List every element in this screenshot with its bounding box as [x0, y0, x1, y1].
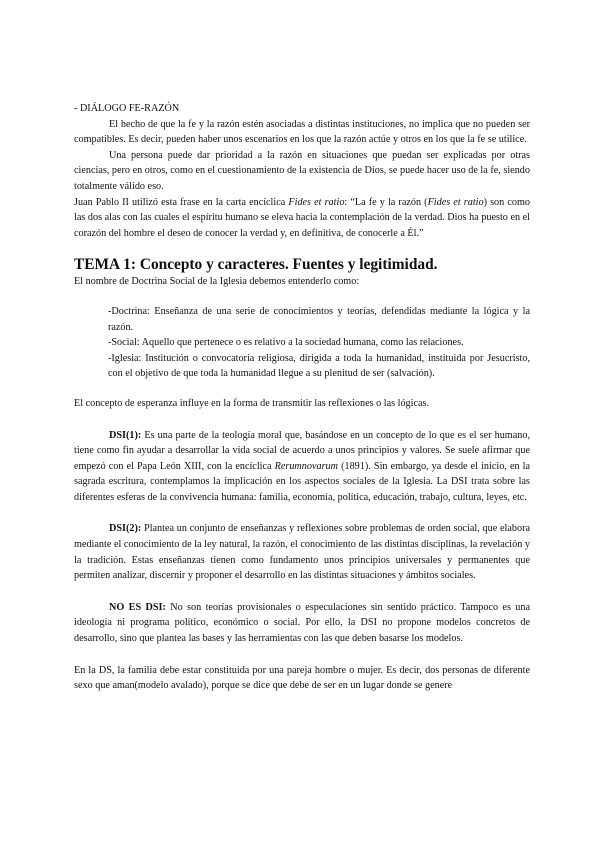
noesdsi-text: No son teorías provisionales o especulaciones sin sentido práctico. Tampoco es una ideología ni programa político, económico o social. Por ello, la DSI no propone modelos concretos de desarrollo, sino que plantea las bases y las herramientas con las que deben basarse los modelos. — [74, 601, 530, 645]
intro-heading: - DIÁLOGO FE-RAZÓN — [74, 103, 180, 114]
intro-paragraph-1: El hecho de que la fe y la razón estén asociadas a distintas instituciones, no implica que no pueden ser compatibles. Es decir, pueden haber unos escenarios en los que la razón actúe y otros en los que la fe se utilice. — [74, 118, 530, 146]
dsi1-text-a: Es una parte de la teología moral que, basándose en un concepto de lo que es el ser humano, tiene como fin ayudar a desarrollar la vida social de acuerdo a unos principios y valores. Se suele afirmar que empezó con el Papa León XIII, con la encíclica — [74, 429, 530, 472]
intro-paragraph-2: Una persona puede dar prioridad a la razón en situaciones que puedan ser explicadas por otras ciencias, pero en otros, como en el cuestionamiento de la existencia de Dios, se puede hacer uso de la fe, siendo totalmente válido eso. — [74, 149, 530, 192]
dsi1-paragraph — [74, 428, 530, 506]
quote-rest: ) son como las dos alas con las cuales el espíritu humano se eleva hacia la contemplación de la verdad. Dios ha puesto en el corazón del hombre el deseo de conocer la verdad y, en definitiva, de conocerle a Él.” — [74, 196, 530, 239]
definition-iglesia: -Iglesia: Institución o convocatoria religiosa, dirigida a toda la humanidad, instituida por Jesucristo, con el objetivo de que toda la humanidad llegue a su plenitud de ser (salvación). — [108, 352, 530, 380]
noesdsi-label: NO ES DSI: — [109, 601, 166, 613]
quote-title: Fides et ratio — [288, 196, 345, 208]
dsi2-label: DSI(2): — [109, 523, 142, 535]
dsi1-label: DSI(1): — [109, 429, 142, 441]
tema-intro: El nombre de Doctrina Social de la Iglesia debemos entenderlo como: — [74, 276, 360, 288]
quote-paragraph — [74, 195, 530, 242]
document-page — [74, 101, 530, 694]
tema-title: TEMA 1: Concepto y caracteres. Fuentes y legitimidad. — [74, 256, 438, 274]
dsi1-text-b: (1891). Sin embargo, ya desde el inicio, en la sagrada escritura, contemplamos la implicación en los aspectos sociales de la Iglesia. La DSI trata sobre las diferentes esferas de la convivencia humana: familia, economía, política, educación, trabajo, cultura, leyes, etc. — [74, 460, 530, 503]
dsi1-encyclical: Rerumnovarum — [274, 460, 339, 472]
definitions-list — [108, 304, 530, 382]
definition-social: -Social: Aquello que pertenece o es relativo a la sociedad humana, como las relaciones. — [108, 337, 464, 349]
quote-title-2: Fides et ratio — [427, 196, 484, 208]
familia-paragraph: En la DS, la familia debe estar constituida por una pareja hombre o mujer. Es decir, dos personas de diferente sexo que aman(modelo avalado), porque se dice que debe de ser en un lugar donde se genere — [74, 664, 530, 692]
dsi2-paragraph — [74, 521, 530, 583]
quote-mid: : “La fe y la razón ( — [344, 196, 428, 208]
noesdsi-paragraph — [74, 600, 530, 647]
definition-doctrina: -Doctrina: Enseñanza de una serie de conocimientos y teorías, defendidas mediante la lógica y la razón. — [108, 305, 530, 333]
quote-lead: Juan Pablo II utilizó esta frase en la carta encíclica — [74, 196, 289, 208]
esperanza-paragraph: El concepto de esperanza influye en la forma de transmitir las reflexiones o las lógicas. — [74, 397, 430, 409]
dsi2-text: Plantea un conjunto de enseñanzas y reflexiones sobre problemas de orden social, que elabora mediante el conocimiento de la ley natural, la razón, el conocimiento de las distintas disciplinas, la revelación y la tradición. Estas enseñanzas tienen como fundamento unos principios universales y permanentes que permiten analizar, discernir y proponer el desarrollo en las distintas situaciones y ámbitos sociales. — [74, 523, 530, 582]
